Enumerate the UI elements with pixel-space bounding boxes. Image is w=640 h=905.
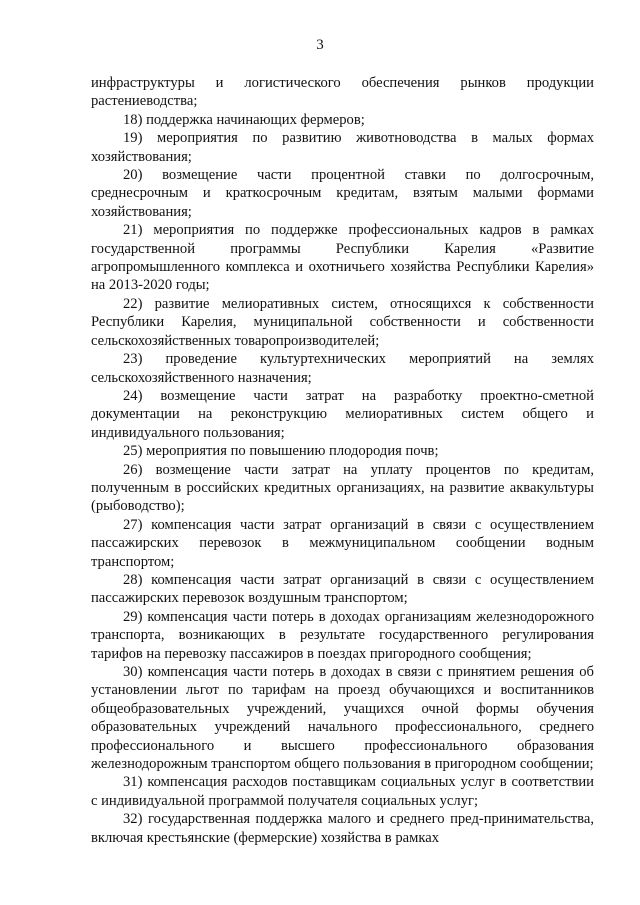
list-item-20: 20) возмещение части процентной ставки по долгосрочным, среднесрочным и краткосрочным кредитам, взятым малыми формами хозяйствования;	[91, 167, 594, 220]
list-item-28: 28) компенсация части затрат организаций в связи с осуществлением пассажирских перевозок воздушным транспортом;	[91, 571, 594, 607]
list-item-19: 19) мероприятия по развитию животноводства в малых формах хозяйствования;	[91, 130, 594, 165]
list-item-31: 31) компенсация расходов поставщикам социальных услуг в соответствии с индивидуальной программой получателя социальных услуг;	[91, 774, 594, 809]
list-item-26: 26) возмещение части затрат на уплату процентов по кредитам, полученным в российских кредитных организациях, на развитие аквакультуры (рыбоводство);	[91, 461, 594, 515]
list-item-29: 29) компенсация части потерь в доходах организациям железнодорожного транспорта, возникающих в результате государственного регулирования тарифов на перевозку пассажиров в поездах пригородного сообщения;	[91, 608, 594, 662]
list-item-18: 18) поддержка начинающих фермеров;	[123, 111, 365, 128]
page-number: 3	[316, 37, 324, 53]
list-item-27: 27) компенсация части затрат организаций в связи с осуществлением пассажирских перевозок в межмуниципальном сообщении водным транспортом;	[91, 516, 594, 570]
list-item-30: 30) компенсация части потерь в доходах в связи с принятием решения об установлении льгот по тарифам на проезд обучающихся и воспитанников общеобразовательных учреждений, учащихся очной формы обучения образовательных учреждений начального профессионального, среднего профессионального и высшего профессионального образования железнодорожным транспортом общего пользования в пригородном сообщении;	[91, 664, 594, 773]
list-item-24: 24) возмещение части затрат на разработку проектно-сметной документации на реконструкцию мелиоративных систем общего и индивидуального пользования;	[91, 387, 594, 441]
list-item-23: 23) проведение культуртехнических мероприятий на землях сельскохозяйственного назначения;	[91, 351, 594, 386]
list-item-25: 25) мероприятия по повышению плодородия почв;	[123, 443, 439, 460]
list-item-32: 32) государственная поддержка малого и среднего пред-принимательства, включая крестьянские (фермерские) хозяйства в рамках	[91, 811, 594, 846]
document-body	[91, 74, 594, 847]
list-item-21: 21) мероприятия по поддержке профессиональных кадров в рамках государственной программы Республики Карелия «Развитие агропромышленного комплекса и охотничьего хозяйства Республики Карелия» на 2013-2020 годы;	[91, 222, 594, 294]
paragraph-continuation: инфраструктуры и логистического обеспечения рынков продукции растениеводства;	[91, 75, 594, 110]
list-item-22: 22) развитие мелиоративных систем, относящихся к собственности Республики Карелия, муниципальной собственности и собственности сельскохозяйственных товаропроизводителей;	[91, 295, 594, 349]
